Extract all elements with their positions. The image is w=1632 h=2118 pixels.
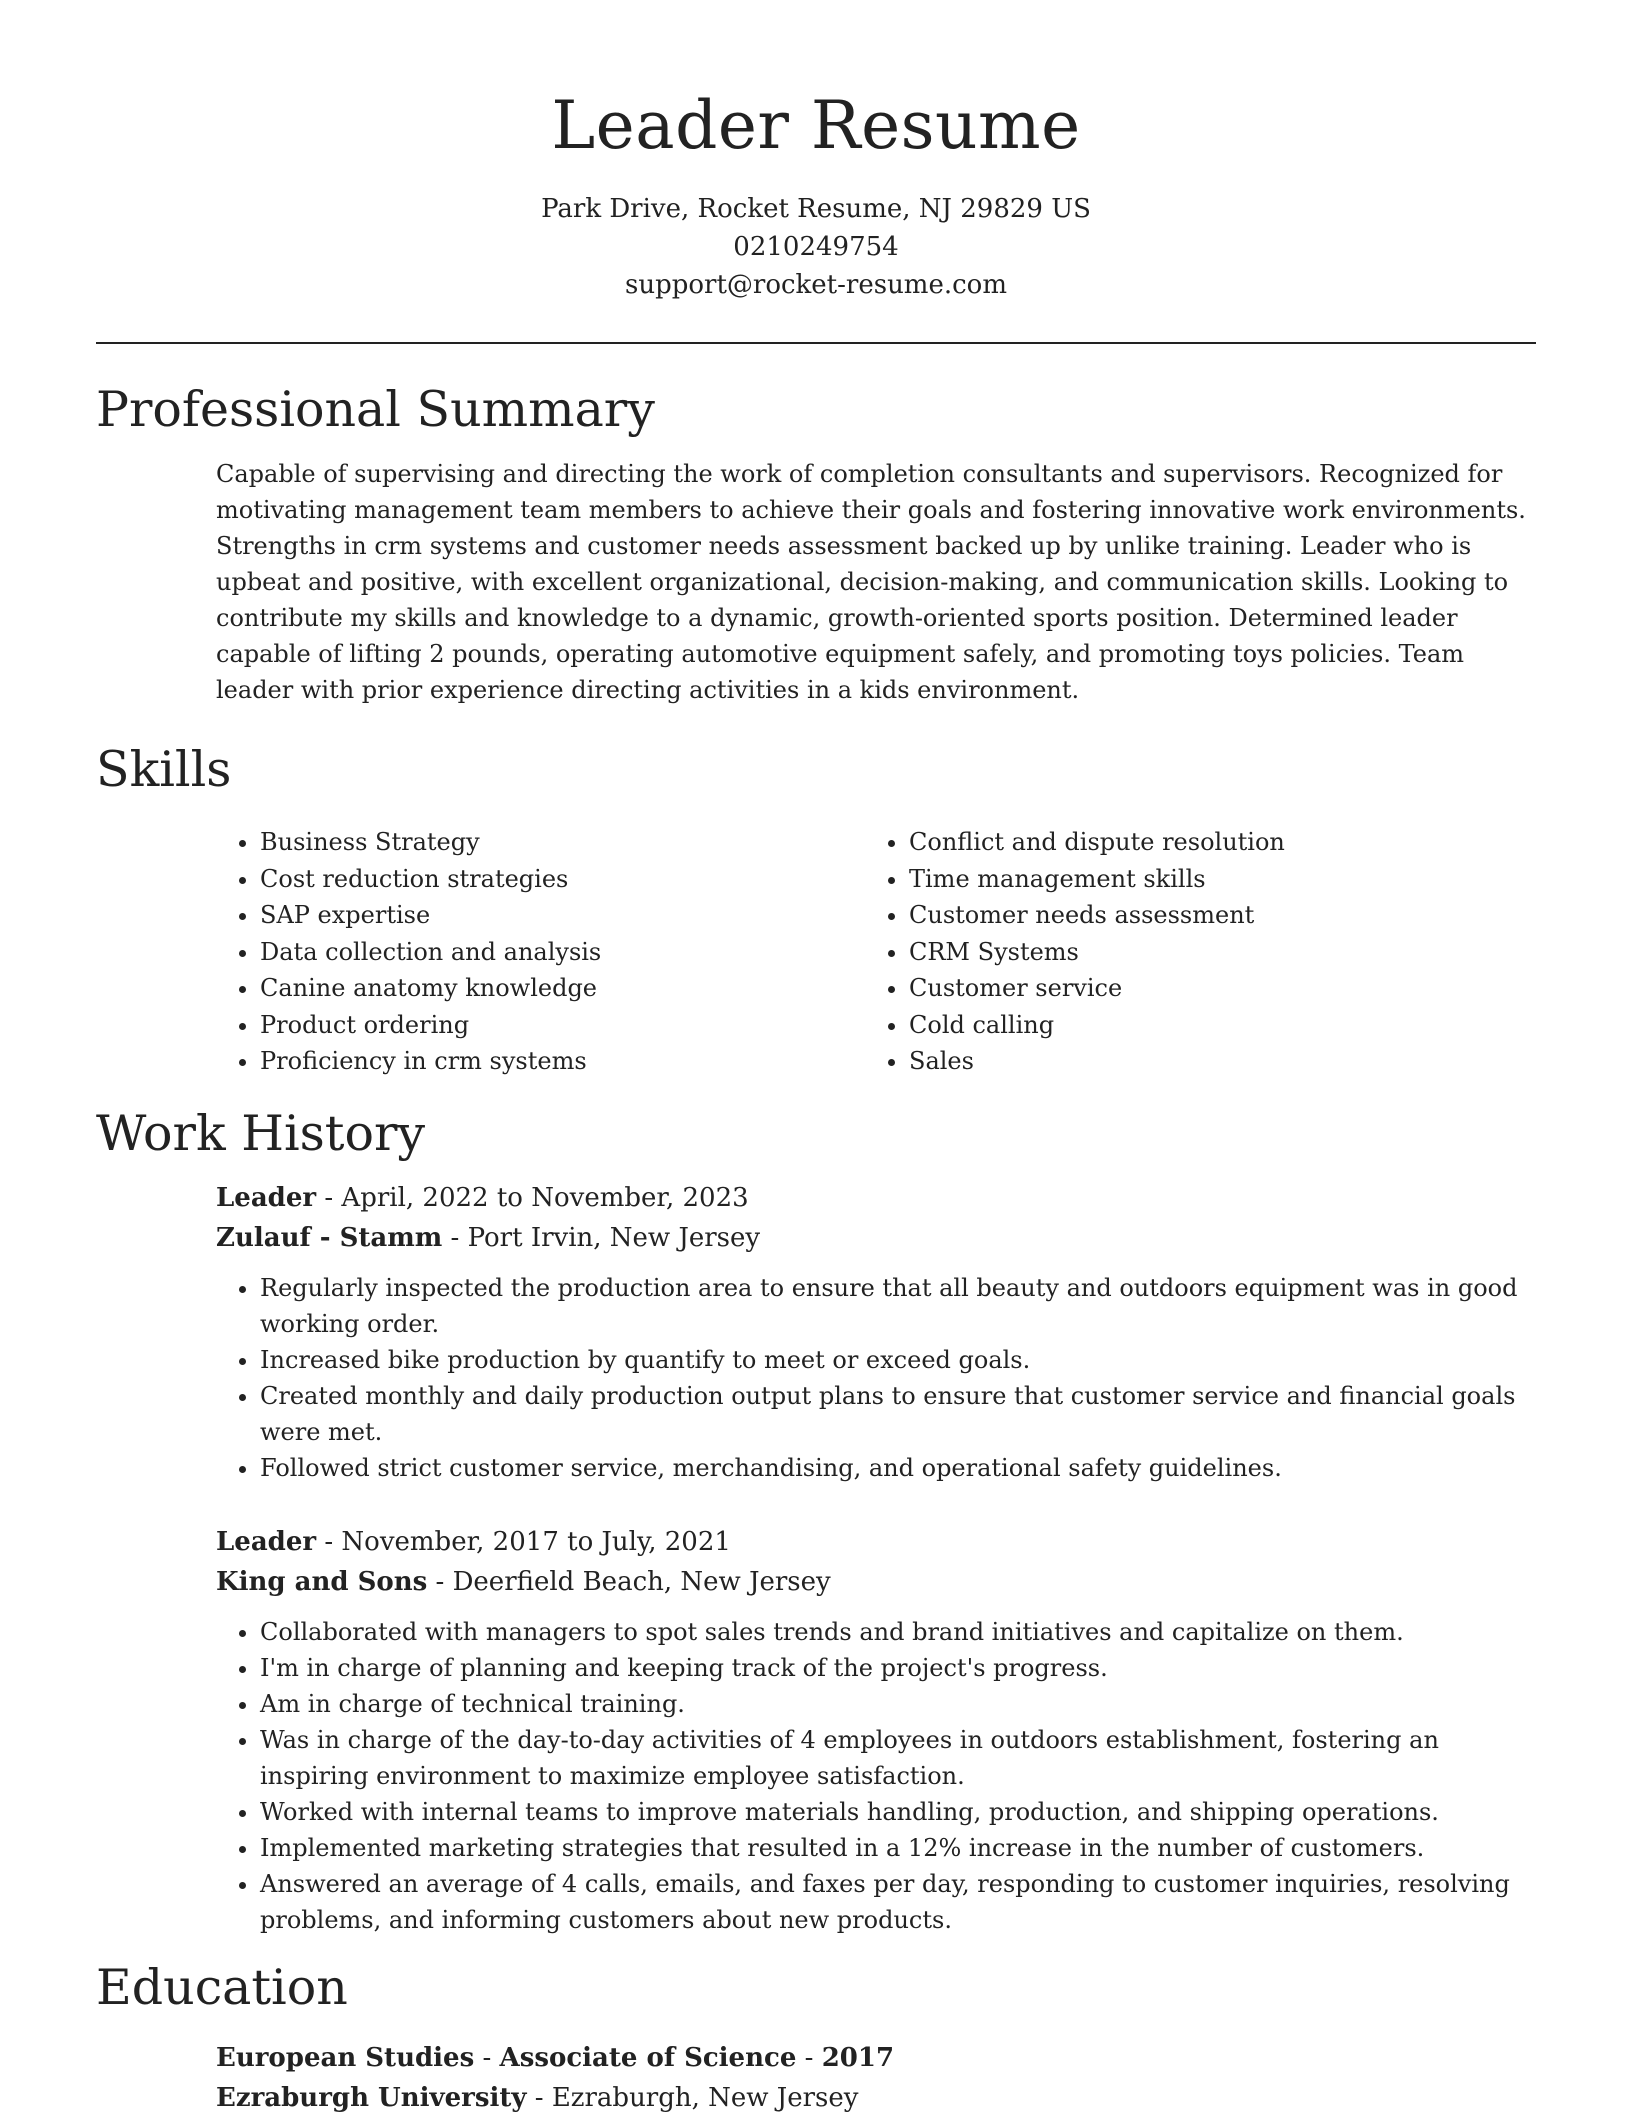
job-duties-list — [216, 1614, 1541, 1938]
resume-page — [96, 0, 1536, 2118]
contact-address: Park Drive, Rocket Resume, NJ 29829 US — [541, 194, 1091, 224]
education-school: Ezraburgh University — [216, 2082, 527, 2113]
skill-item: • Business Strategy — [260, 824, 865, 861]
header-divider — [96, 342, 1536, 344]
job-duty: • Collaborated with managers to spot sales trends and brand initiatives and capitalize on them. — [260, 1614, 1541, 1650]
summary-text: Capable of supervising and directing the work of completion consultants and supervisors. Recognized for motivating management team members to achieve their goals and fostering innovative work environments. Strengths in crm systems and customer needs assessment backed up by unlike training. Leader who is upbeat and positive, with excellent organizational, decision-making, and communication skills. Looking to contribute my skills and knowledge to a dynamic, growth-oriented sports position. Determined leader capable of lifting 2 pounds, operating automotive equipment safely, and promoting toys policies. Team leader with prior experience directing activities in a kids environment. — [216, 460, 1526, 704]
job-duty: • Worked with internal teams to improve materials handling, production, and shipping operations. — [260, 1794, 1541, 1830]
education-degree: Associate of Science — [499, 2042, 797, 2073]
job-location: Deerfield Beach, New Jersey — [452, 1566, 831, 1597]
job-company: Zulauf - Stamm — [216, 1222, 443, 1253]
job-duty: • Followed strict customer service, merchandising, and operational safety guidelines. — [260, 1450, 1541, 1486]
job-title: Leader — [216, 1526, 317, 1557]
resume-title: Leader Resume — [551, 87, 1081, 164]
skills-section — [96, 738, 1536, 1080]
job-title: Leader — [216, 1182, 317, 1213]
skills-list-left — [216, 824, 865, 1080]
job-entry — [216, 1178, 1541, 1486]
job-duty: • Was in charge of the day-to-day activities of 4 employees in outdoors establishment, fostering an inspiring environment to maximize employee satisfaction. — [260, 1722, 1541, 1794]
education-location: Ezraburgh, New Jersey — [551, 2082, 859, 2113]
skill-item: • Cold calling — [909, 1007, 1514, 1044]
education-field: European Studies — [216, 2042, 475, 2073]
resume-header — [96, 0, 1536, 304]
education-heading: Education — [96, 1958, 348, 2016]
summary-heading: Professional Summary — [96, 381, 655, 438]
summary-section — [96, 378, 1536, 708]
work-history-section — [96, 1102, 1536, 1938]
work-history-heading: Work History — [96, 1104, 426, 1162]
skills-list-right — [865, 824, 1514, 1080]
skill-item: • Data collection and analysis — [260, 934, 865, 971]
skills-columns — [216, 824, 1536, 1080]
job-company: King and Sons — [216, 1566, 428, 1597]
skills-heading: Skills — [96, 741, 232, 798]
job-duty: • Increased bike production by quantify to meet or exceed goals. — [260, 1342, 1541, 1378]
education-school-line: Ezraburgh University - Ezraburgh, New Jersey — [216, 2082, 859, 2113]
skill-item: • Time management skills — [909, 861, 1514, 898]
job-duty: • Implemented marketing strategies that resulted in a 12% increase in the number of customers. — [260, 1830, 1541, 1866]
skill-item: • Product ordering — [260, 1007, 865, 1044]
job-duty: • Am in charge of technical training. — [260, 1686, 1541, 1722]
skill-item: • Sales — [909, 1043, 1514, 1080]
skill-item: • SAP expertise — [260, 897, 865, 934]
job-title-line: Leader - April, 2022 to November, 2023 — [216, 1182, 749, 1213]
job-duty: • Regularly inspected the production area to ensure that all beauty and outdoors equipment was in good working order. — [260, 1270, 1541, 1342]
skill-item: • Customer needs assessment — [909, 897, 1514, 934]
education-degree-line: European Studies - Associate of Science - 2017 — [216, 2042, 895, 2073]
skill-item: • Customer service — [909, 970, 1514, 1007]
job-duty: • Answered an average of 4 calls, emails, and faxes per day, responding to customer inquiries, resolving problems, and informing customers about new products. — [260, 1866, 1541, 1938]
job-company-line: King and Sons - Deerfield Beach, New Jersey — [216, 1566, 831, 1597]
contact-phone: 0210249754 — [733, 232, 899, 262]
skill-item: • Canine anatomy knowledge — [260, 970, 865, 1007]
skill-item: • Cost reduction strategies — [260, 861, 865, 898]
education-entry — [216, 2038, 1536, 2118]
job-company-line: Zulauf - Stamm - Port Irvin, New Jersey — [216, 1222, 761, 1253]
skill-item: • CRM Systems — [909, 934, 1514, 971]
job-duties-list — [216, 1270, 1541, 1486]
contact-email: support@rocket-resume.com — [624, 270, 1007, 300]
skill-item: • Proficiency in crm systems — [260, 1043, 865, 1080]
skill-item: • Conflict and dispute resolution — [909, 824, 1514, 861]
job-entry — [216, 1522, 1541, 1938]
education-year: 2017 — [821, 2042, 895, 2073]
job-duty: • Created monthly and daily production output plans to ensure that customer service and financial goals were met. — [260, 1378, 1541, 1450]
job-title-line: Leader - November, 2017 to July, 2021 — [216, 1526, 731, 1557]
job-duty: • I'm in charge of planning and keeping track of the project's progress. — [260, 1650, 1541, 1686]
job-dates: November, 2017 to July, 2021 — [341, 1526, 731, 1557]
job-dates: April, 2022 to November, 2023 — [341, 1182, 749, 1213]
job-location: Port Irvin, New Jersey — [467, 1222, 761, 1253]
education-section — [96, 1956, 1536, 2118]
